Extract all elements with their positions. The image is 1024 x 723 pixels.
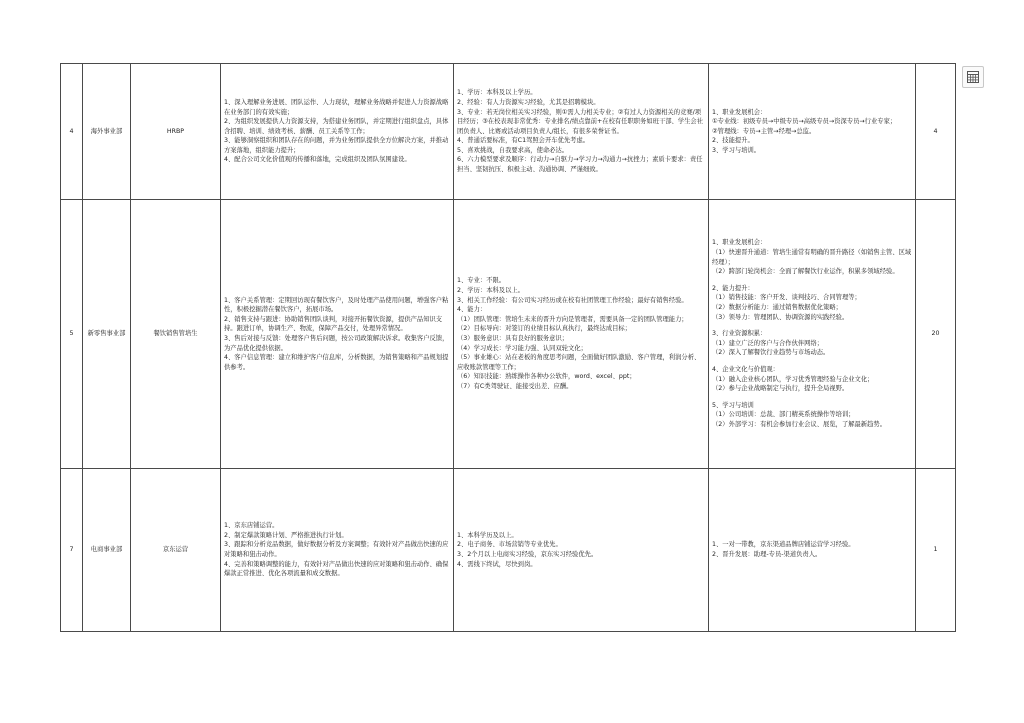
table-calculator-icon (966, 70, 980, 84)
requirement-line: （7）有C类驾驶证、能接受出差、应酬。 (457, 382, 573, 390)
requirement-line: （5）事业雄心：站在老板的角度思考问题，全面做好团队激励、客户管理，利润分析、应收账款管理等工作； (457, 354, 701, 371)
development-line: （2）深入了解餐饮行业趋势与市场动态。 (712, 349, 830, 357)
duty-line: 1、京东店铺运营。 (224, 522, 279, 530)
development-line: ②管理线：专员→主管→经理→总监。 (712, 127, 816, 135)
requirements-cell (454, 64, 709, 200)
table-row (61, 200, 956, 469)
requirement-line: 1、本科学历及以上。 (457, 531, 518, 539)
duty-line: 3、售后对接与反馈：处理客户售后问题，按公司政策解决诉求。收集客户反馈，为产品优化提供依据。 (224, 335, 449, 352)
duty-line: 4、配合公司文化价值观的传播和落地，完成组织及团队氛围建设。 (224, 156, 411, 164)
department-cell: 新零售事业部 (83, 200, 131, 469)
requirement-line: 5、喜欢挑战，自我要求高，使命必达。 (457, 146, 569, 154)
table-row (61, 64, 956, 200)
table-row (61, 469, 956, 632)
requirement-line: 6、六力模型要求及顺序：行动力→自驱力→学习力→沟通力→抗挫力；素质卡要求：责任担当、坚韧抗压、积极主动、沟通协调、严谨细致。 (457, 156, 703, 174)
development-line: （1）公司培训：总裁、部门精英系统操作等培训； (712, 411, 855, 419)
development-line: （1）快速晋升通道：管培生通常有明确的晋升路径（如销售主管、区域经理）； (712, 249, 912, 266)
requirement-line: （3）服务意识：具有良好的服务意识； (457, 335, 569, 342)
requirement-line: 2、经验：有人力资源实习经验，尤其是招聘模块。 (457, 98, 600, 106)
development-line: （2）数据分析能力：通过销售数据优化策略； (712, 304, 842, 312)
requirement-line: （1）团队管理：管培生未来的晋升方向是管理者，需要具备一定的团队管理能力； (457, 315, 688, 323)
requirement-line: （2）目标导向：对签订的业绩目标认真执行，最终达成目标； (457, 325, 632, 333)
development-line: 3、学习与培训。 (712, 146, 761, 154)
development-line (712, 358, 912, 365)
development-line: 1、职业发展机会： (712, 108, 767, 116)
development-cell (709, 64, 916, 200)
requirement-line: 3、相关工作经验：有公司实习经历或在校有社团管理工作经验；最好有销售经验。 (457, 296, 688, 304)
duty-line: 1、深入理解业务进展、团队运作、人力现状，理解业务战略并促进人力资源战略在业务部门的有效实施； (224, 98, 449, 116)
development-line: 4、企业文化与价值观： (712, 365, 779, 373)
headcount-cell: 1 (916, 469, 956, 632)
development-line (712, 322, 912, 329)
row-number: 7 (61, 469, 83, 632)
duties-cell (221, 469, 454, 632)
development-line: （2）参与企业战略制定与执行，提升全局视野。 (712, 385, 849, 393)
development-line: （2）跨部门轮岗机会：全面了解餐饮行业运作，积累多领域经验。 (712, 268, 899, 276)
table-calculator-button[interactable] (962, 66, 984, 88)
development-line: 2、晋升发展：助理-专员-渠道负责人。 (712, 551, 822, 558)
duty-line: 4、完善和策略调整的能力，有效针对产品做出快速的应对策略和狙击动作、确保爆款正常推进、优化各项流量和成交数据。 (224, 560, 449, 578)
requirement-line: 3、2个月以上电商实习经验，京东实习经验优先。 (457, 551, 598, 558)
development-line: 2、技能提升。 (712, 137, 754, 145)
row-number: 5 (61, 200, 83, 469)
duty-line: 3、能够洞察组织和团队存在的问题，并为业务团队提供全方位解决方案，并推动方案落地，组织能力提升； (224, 137, 449, 154)
requirement-line: （4）学习成长：学习能力强、认同双轮文化； (457, 344, 587, 352)
requirements-cell (454, 469, 709, 632)
requirement-line: 4、需线下终试，尽快到岗。 (457, 560, 537, 568)
department-cell: 电商事业部 (83, 469, 131, 632)
duties-cell (221, 64, 454, 200)
duty-line: 1、客户关系管理：定期回访现有餐饮客户，及时处理产品使用问题，增强客户粘性，积极挖掘潜在餐饮客户，拓展市场。 (224, 296, 449, 314)
development-line (712, 394, 912, 401)
duty-line: 2、制定爆款策略计划、严格推进执行计划。 (224, 531, 348, 539)
duties-cell (221, 200, 454, 469)
development-cell (709, 200, 916, 469)
position-cell: HRBP (131, 64, 221, 200)
development-line: （2）外部学习：有机会参加行业会议、展览，了解最新趋势。 (712, 420, 887, 428)
development-line: 1、职业发展机会： (712, 239, 767, 247)
headcount-cell: 20 (916, 200, 956, 469)
development-line: 1、一对一带教，京东渠道品牌店铺运营学习经验。 (712, 541, 855, 549)
development-line: （1）销售技能：客户开发、谈判技巧、合同管理等； (712, 294, 861, 302)
requirement-line: 4、普通话要标准，有C1驾照会开车优先考虑。 (457, 137, 590, 145)
duty-line: 3、跟踪和分析竞品数据，做好数据分析及方案调整；有效针对产品做出快速的应对策略和狙击动作。 (224, 541, 449, 558)
development-line: （3）领导力：管理团队、协调资源的实践经验。 (712, 313, 849, 321)
duty-line: 2、为组织发展提供人力资源支持，为搭建业务团队，并定期进行组织盘点，具体含招聘、培训、绩效考核、薪酬、员工关系等工作； (224, 118, 449, 135)
development-line: 3、行业资源积累： (712, 330, 767, 338)
requirement-line: （6）知识技能：熟练操作各种办公软件，word、excel、ppt； (457, 373, 636, 381)
development-line: （1）建立广泛的客户与合作伙伴网络； (712, 339, 824, 347)
department-cell: 海外事业部 (83, 64, 131, 200)
development-line: 2、能力提升： (712, 284, 754, 292)
position-cell: 餐饮销售管培生 (131, 200, 221, 469)
row-number: 4 (61, 64, 83, 200)
requirement-line: 2、电子商务、市场营销等专业优先。 (457, 541, 562, 549)
development-cell (709, 469, 916, 632)
requirements-cell (454, 200, 709, 469)
development-line (712, 277, 912, 284)
development-line: ①专业线：初级专员→中级专员→高级专员→资深专员→行业专家； (712, 118, 897, 126)
requirement-line: 1、专业：不限。 (457, 277, 506, 285)
development-line: （1）融入企业核心团队，学习优秀管理经验与企业文化； (712, 375, 874, 383)
requirement-line: 1、学历：本科及以上学历。 (457, 89, 537, 97)
position-cell: 京东运营 (131, 469, 221, 632)
duty-line: 4、客户信息管理：建立和维护客户信息库，分析数据，为销售策略和产品规划提供参考。 (224, 354, 449, 371)
job-table (60, 63, 956, 632)
requirement-line: 4、能力： (457, 306, 487, 314)
duty-line: 2、销售支持与跟进：协助销售团队谈判，对接开拓餐饮资源，提供产品知识支持。跟进订单，协调生产、物流，保障产品交付，处理异常情况。 (224, 315, 443, 333)
development-line: 5、学习与培训 (712, 401, 754, 409)
headcount-cell: 4 (916, 64, 956, 200)
requirement-line: 3、专业：若无岗位相关实习经验，则①需人力相关专业；②有过人力资源相关的竞赛/项目经历；③在校表现非常优秀：专业排名/绩点靠前+在校有任职职务如班干部、学生会社团负责人、比赛或活动项目负责人/组长，有很多荣誉证书。 (457, 108, 704, 135)
requirement-line: 2、学历：本科及以上。 (457, 287, 524, 295)
